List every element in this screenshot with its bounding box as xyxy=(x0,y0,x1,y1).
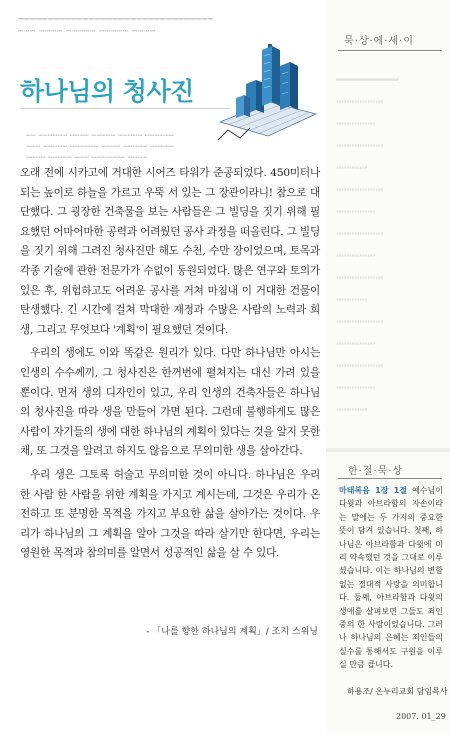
show-through-text-top: ━━━━━━━━━━━━━━━━━━━━━━━━━━━━━━━━━ ┅┅┅ ┅┅┅┅ ┅┅┅┅┅ ┅┅┅┅┅ ┅┅┅┅ xyxy=(18,15,214,37)
skyscraper-illustration xyxy=(210,44,320,144)
section-label: 묵·상·에·세·이 xyxy=(344,36,415,47)
meditation-body: 예수님이 다윗과 아브라함의 자손이라는 말에는 두 가지의 중요한 뜻이 담겨 있습니다. 첫째, 하나님은 아브라함과 다윗에 미리 약속했던 것을 그대로 이루셨습니다. 이는 하나님의 변함없는 절대적 사랑을 의미합니다. 둘째, 아브라함과 다윗의 생애를 살펴보면 그들도 죄인 중의 한 사람이었습니다. 그러나 하나님의 은혜는 죄인들의 실수를 통해서도 구원을 이루실 만큼 큽니다. xyxy=(339,486,443,670)
meditation-label: 한·절·묵·상 xyxy=(348,466,404,477)
article-body xyxy=(20,164,320,568)
meditation-text xyxy=(339,484,443,672)
verse-reference: 마태복음 1장 1절 xyxy=(339,486,408,495)
article-paragraph: 우리 생은 그토록 허술고 무의미한 것이 아니다. 하나님은 우리 한 사람 한 사람을 위한 계획을 가지고 계시는데, 그것은 우리가 온전하고 또 분명한 목적을 가지고 부요한 삶을 살아가는 것이다. 우리가 하나님의 그 계획을 알아 그것을 따라 살기만 한다면, 우리는 영원한 목적과 참의미를 알면서 성공적인 삶을 살 수 있다. xyxy=(20,468,320,560)
page-title: 하나님의 청사진 xyxy=(20,77,194,106)
page-date: 2007. 01_29 xyxy=(396,712,446,721)
source-quote: - 「나를 향한 하나님의 계획」/ 조지 스위닝 xyxy=(146,627,318,637)
show-through-text-side: ━━━━━━━━ ┅┅┅┅┅┅ ┅┅┅┅┅ ┅┅┅┅┅┅ ┅┅┅┅ ┅┅┅┅┅┅ ┅┅┅┅┅ ┅┅┅┅┅┅ ┅┅┅┅┅ ┅┅┅┅┅┅ ┅┅┅┅ ┅┅┅┅┅┅ ┅┅┅┅┅ ┅┅┅┅┅┅ ┅┅┅┅┅ ┅┅┅┅ xyxy=(336,73,399,418)
meditation-divider xyxy=(338,478,442,479)
article-paragraph: 오래 전에 시카고에 거대한 시어즈 타워가 준공되었다. 450미터나 되는 높이로 하늘을 가르고 우뚝 서 있는 그 장관이라니! 참으로 대단했다. 그 굉장한 건축물을 보는 사람들은 그 빌딩을 짓기 위해 필요했던 어마어마한 공력과 어려웠던 공사 과정을 떠올린다. 그 빌딩을 짓기 위해 그려진 청사진만 해도 수천, 수만 장이었으며, 토목과 각종 기술에 관한 전문가가 수없이 동원되었다. 많은 연구와 토의가 있은 후, 위험하고도 어려운 공사를 거쳐 마침내 이 거대한 건물이 탄생했다. 긴 시간에 걸쳐 막대한 재정과 수많은 사람의 노력과 희생, 그리고 무엇보다 '계획'이 필요했던 것이다. xyxy=(20,167,320,336)
section-divider xyxy=(338,50,442,51)
title-underline xyxy=(20,108,230,109)
show-through-text-mid: ┅┅ ┅┅┅┅┅┅ ┅┅┅┅ ┅┅┅┅┅ ┅┅┅┅┅ ┅┅┅┅┅┅ ┅┅┅ ┅┅┅┅┅ ┅┅┅┅┅┅ ┅┅┅┅ ┅┅┅┅┅ ┅┅┅┅┅ ┅┅┅┅ ┅┅┅┅┅ ┅┅┅ ┅┅┅┅┅┅┅ ┅┅┅┅ xyxy=(26,131,174,162)
article-paragraph: 우리의 생에도 이와 똑같은 원리가 있다. 다만 하나님만 아시는 인생의 수수께끼, 그 청사진은 한꺼번에 펼쳐지는 대신 가려 있을 뿐이다. 먼저 생의 디자인이 있고, 우리 인생의 건축자들은 하나님의 청사진을 따라 생을 만들어 가면 된다. 그런데 불행하게도 많은 사람이 자기들의 생에 대한 하나님의 계획이 있다는 것을 알지 못한 채, 또 그것을 알려고 하지도 않음으로 무의미한 생을 살아간다. xyxy=(20,347,320,458)
meditation-author: 하용조/ 온누리교회 담임목사 xyxy=(347,687,448,696)
sidebar-band xyxy=(326,448,450,452)
